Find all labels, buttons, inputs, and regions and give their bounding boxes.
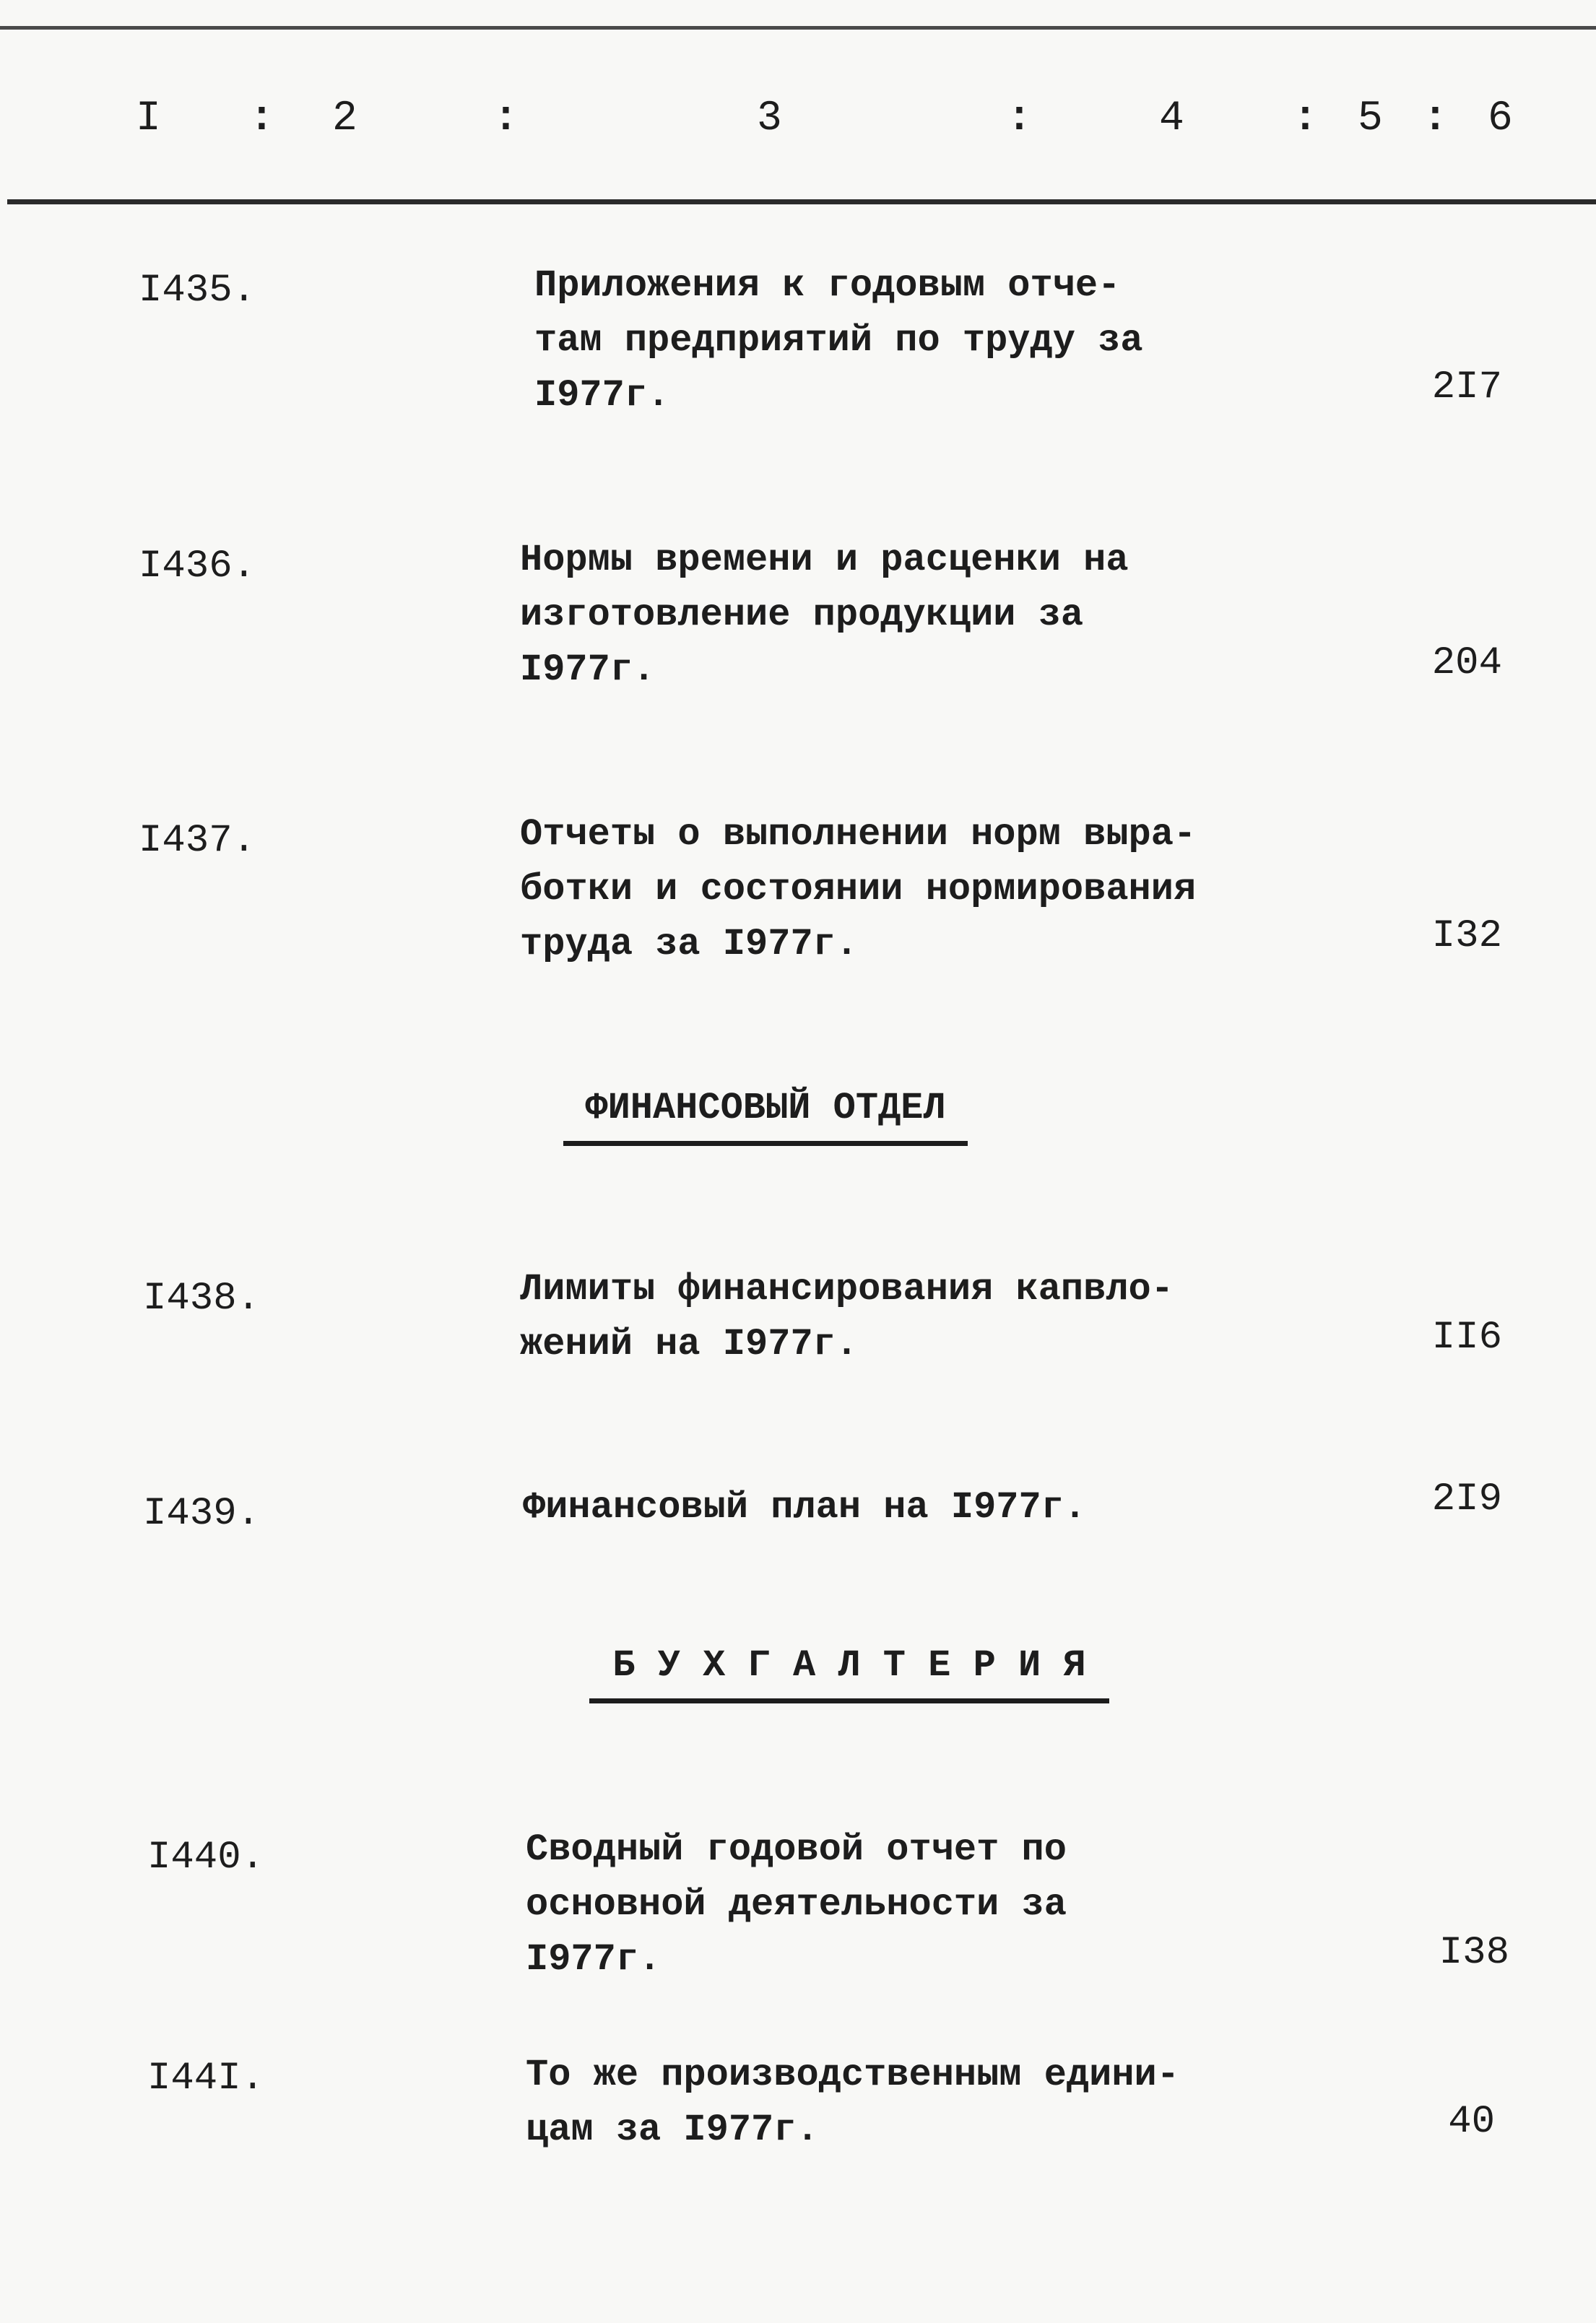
item-quantity: 204 [1431,641,1502,685]
column-separator: : [1007,95,1032,142]
item-title: Финансовый план на I977г. [523,1486,1087,1529]
item-title: Приложения к годовым отче- там предприятий по труду за I977г. [534,264,1143,417]
item-quantity: 2I9 [1431,1477,1502,1521]
item-number: I436. [139,544,256,589]
column-separator: : [249,95,274,142]
section-heading-financial: ФИНАНСОВЫЙ ОТДЕЛ [585,1087,946,1129]
section-underline [563,1141,968,1146]
column-1-label: I [136,95,161,142]
item-number: I438. [143,1277,261,1321]
item-quantity: II6 [1431,1316,1502,1360]
item-title: Лимиты финансирования капвло- жений на I977г. [520,1268,1174,1365]
item-number: I435. [139,269,256,313]
item-number: I439. [143,1492,261,1536]
column-6-label: 6 [1488,95,1513,142]
item-quantity: 2I7 [1431,365,1502,409]
item-quantity: I32 [1431,914,1502,958]
item-title: Нормы времени и расценки на изготовление продукции за I977г. [520,539,1129,691]
column-separator: : [1423,95,1448,142]
item-number: I437. [139,819,256,863]
column-3-label: 3 [757,95,782,142]
column-5-label: 5 [1358,95,1383,142]
column-separator: : [493,95,519,142]
section-heading-accounting: Б У Х Г А Л Т Е Р И Я [612,1644,1086,1687]
item-title: Отчеты о выполнении норм выра- ботки и состоянии нормирования труда за I977г. [520,813,1197,965]
item-title: Сводный годовой отчет по основной деятельности за I977г. [526,1828,1067,1981]
top-rule [0,26,1596,30]
column-separator: : [1293,95,1318,142]
item-quantity: 40 [1448,2100,1495,2144]
column-2-label: 2 [332,95,357,142]
column-4-label: 4 [1159,95,1184,142]
item-title: То же производственным едини- цам за I977г. [526,2054,1179,2151]
item-number: I440. [147,1836,265,1880]
item-number: I44I. [147,2057,265,2101]
item-quantity: I38 [1439,1931,1509,1975]
section-underline [589,1698,1109,1703]
header-rule [7,199,1596,204]
